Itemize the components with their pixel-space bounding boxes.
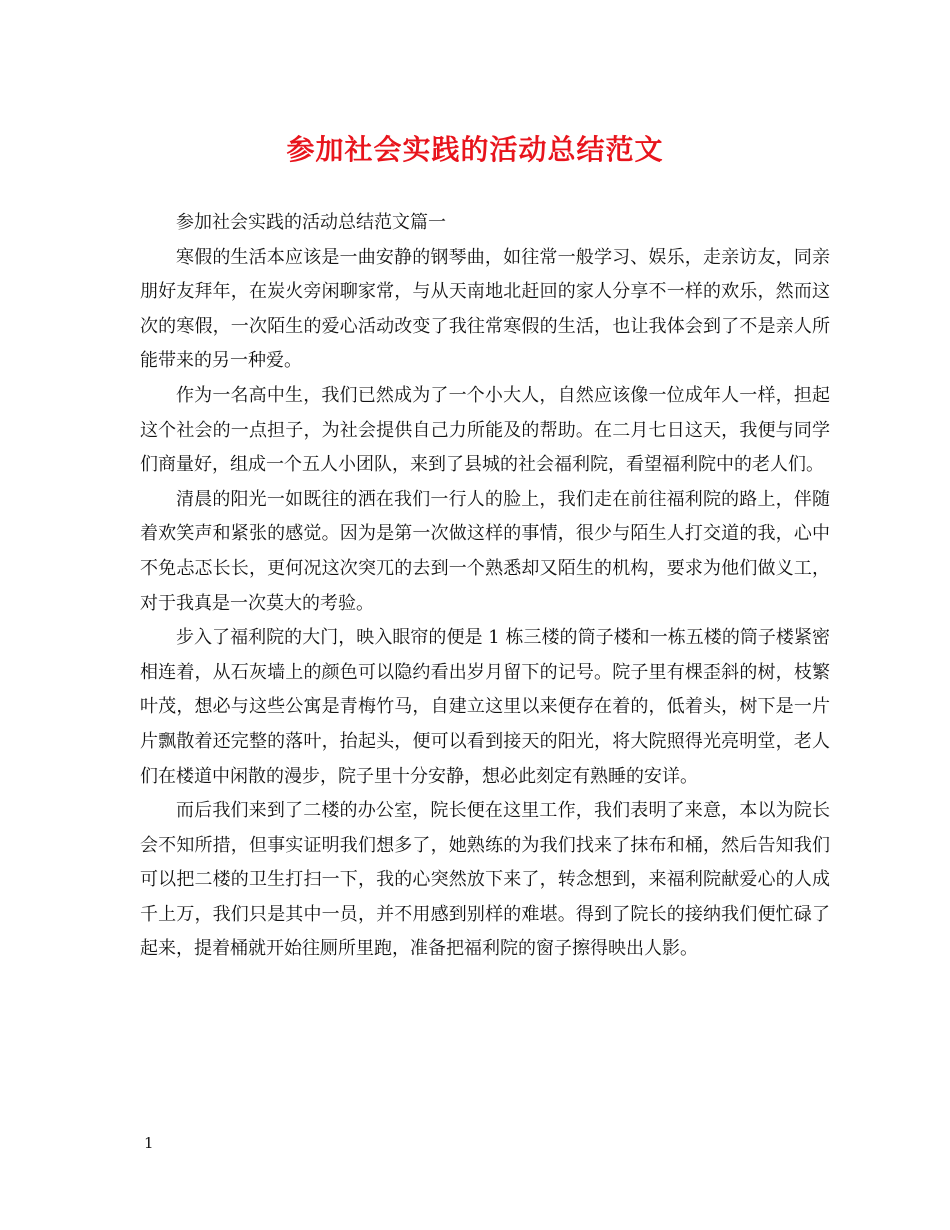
document-title: 参加社会实践的活动总结范文 (286, 133, 664, 166)
paragraph-4: 步入了福利院的大门，映入眼帘的便是 1 栋三楼的筒子楼和一栋五楼的筒子楼紧密相连着，从石灰墙上的颜色可以隐约看出岁月留下的记号。院子里有棵歪斜的树，枝繁叶茂，想必与这些公寓是青梅竹马，自建立这里以来便存在着的，低着头，树下是一片片飘散着还完整的落叶，抬起头，便可以看到接天的阳光，将大院照得光亮明堂，老人们在楼道中闲散的漫步，院子里十分安静，想必此刻定有熟睡的安详。 (140, 627, 830, 787)
paragraph-5: 而后我们来到了二楼的办公室，院长便在这里工作，我们表明了来意，本以为院长会不知所措，但事实证明我们想多了，她熟练的为我们找来了抹布和桶，然后告知我们可以把二楼的卫生打扫一下，我的心突然放下来了，转念想到，来福利院献爱心的人成千上万，我们只是其中一员，并不用感到别样的难堪。得到了院长的接纳我们便忙碌了起来，提着桶就开始往厕所里跑，准备把福利院的窗子擦得映出人影。 (140, 800, 830, 960)
section-heading: 参加社会实践的活动总结范文篇一 (176, 212, 446, 233)
paragraph-1: 寒假的生活本应该是一曲安静的钢琴曲，如往常一般学习、娱乐，走亲访友，同亲朋好友拜年，在炭火旁闲聊家常，与从天南地北赶回的家人分享不一样的欢乐，然而这次的寒假，一次陌生的爱心活动改变了我往常寒假的生活，也让我体会到了不是亲人所能带来的另一种爱。 (140, 246, 830, 372)
paragraph-2: 作为一名高中生，我们已然成为了一个小大人，自然应该像一位成年人一样，担起这个社会的一点担子，为社会提供自己力所能及的帮助。在二月七日这天，我便与同学们商量好，组成一个五人小团队，来到了县城的社会福利院，看望福利院中的老人们。 (140, 384, 830, 476)
document-body (140, 206, 830, 967)
page-number: 1 (144, 1134, 154, 1152)
paragraph-3: 清晨的阳光一如既往的洒在我们一行人的脸上，我们走在前往福利院的路上，伴随着欢笑声和紧张的感觉。因为是第一次做这样的事情，很少与陌生人打交道的我，心中不免忐忑长长，更何况这次突兀的去到一个熟悉却又陌生的机构，要求为他们做义工，对于我真是一次莫大的考验。 (140, 488, 830, 614)
